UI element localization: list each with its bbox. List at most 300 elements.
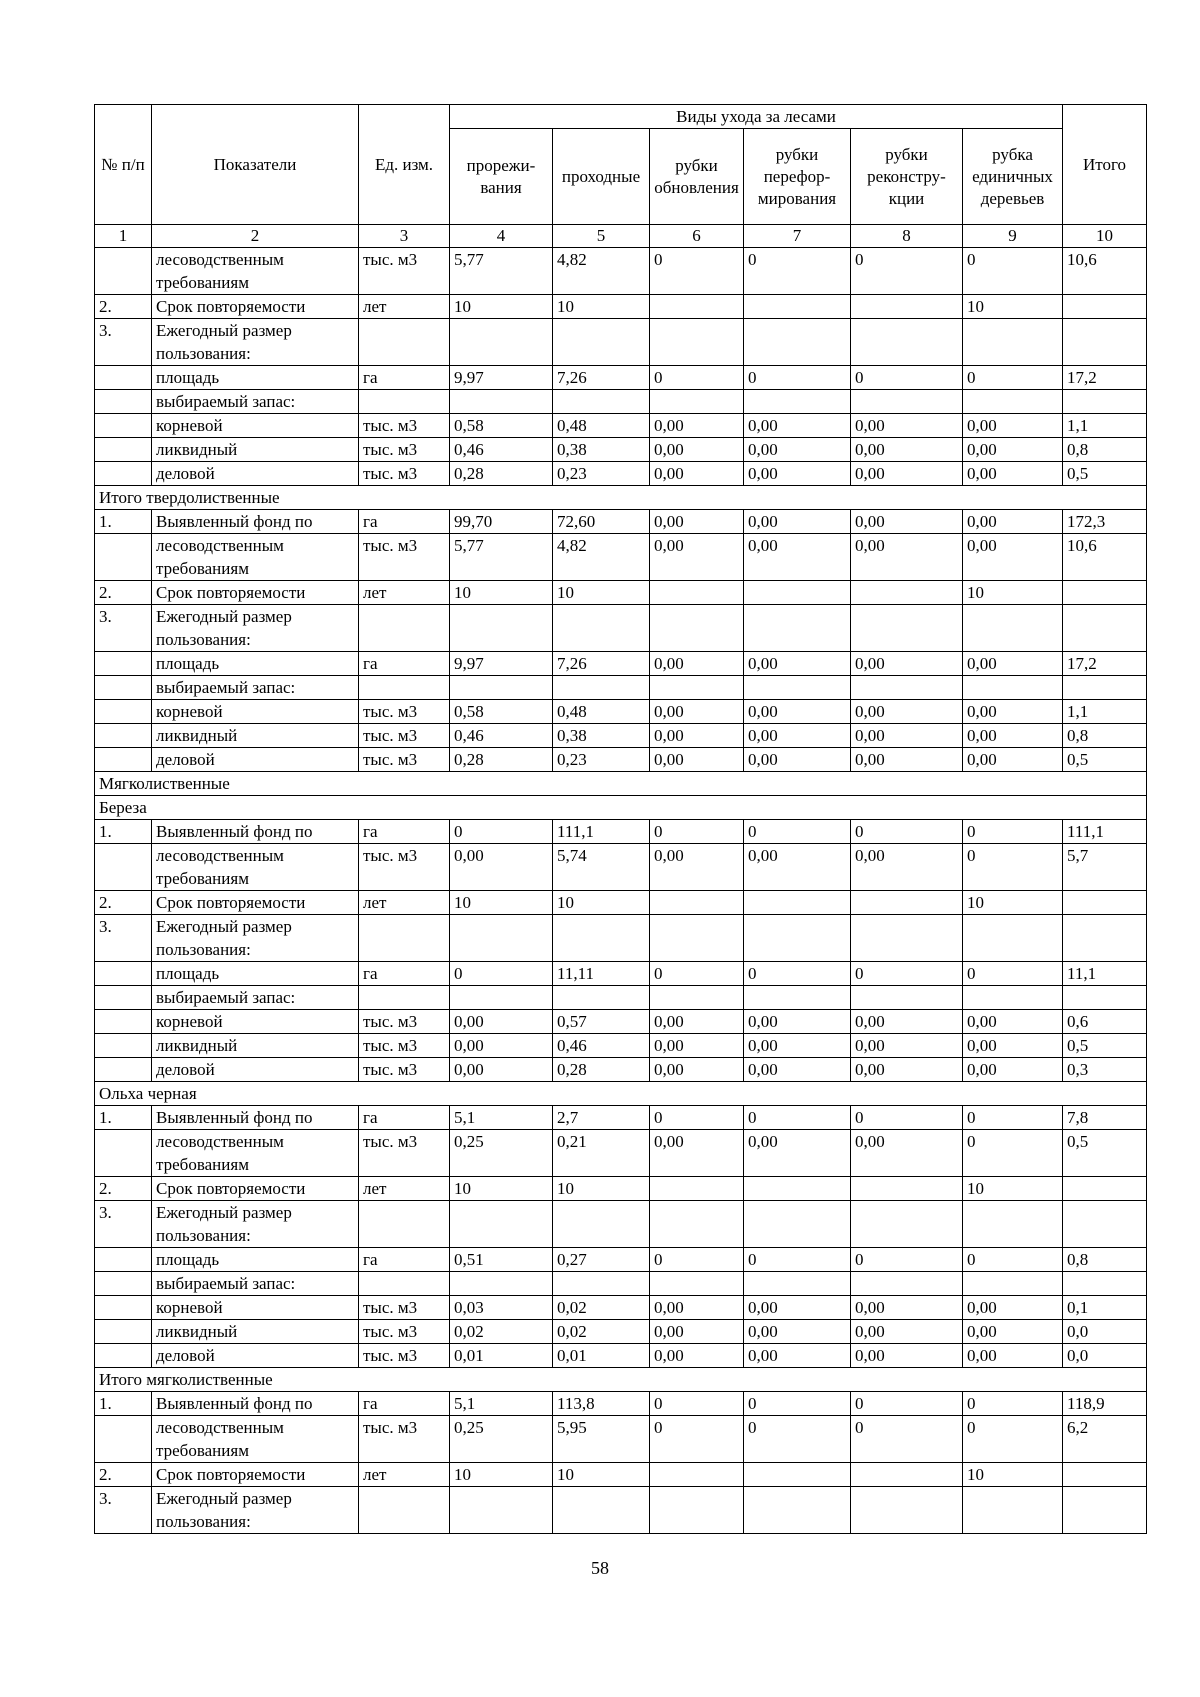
value-passage: 0,02 [553, 1296, 650, 1320]
column-numbers-row [95, 225, 1147, 248]
row-number [95, 652, 152, 676]
table-row [95, 438, 1147, 462]
row-number [95, 986, 152, 1010]
value-single-trees: 10 [963, 891, 1063, 915]
value-total [1063, 986, 1147, 1010]
section-title: Береза [95, 796, 1147, 820]
table-header [95, 105, 1147, 248]
value-reconstruction [851, 915, 963, 962]
value-thinning [450, 319, 553, 366]
value-reformation: 0,00 [744, 844, 851, 891]
value-total: 0,1 [1063, 1296, 1147, 1320]
row-indicator: Выявленный фонд по [152, 1392, 359, 1416]
table-row [95, 1272, 1147, 1296]
value-passage: 0,48 [553, 700, 650, 724]
value-reconstruction: 0 [851, 366, 963, 390]
value-total: 0,3 [1063, 1058, 1147, 1082]
column-number: 8 [851, 225, 963, 248]
header-type-thinning: прореживания [450, 129, 553, 225]
value-passage: 5,95 [553, 1416, 650, 1463]
value-renewal: 0 [650, 366, 744, 390]
value-total: 0,5 [1063, 1130, 1147, 1177]
value-reformation: 0 [744, 1106, 851, 1130]
value-reformation [744, 1487, 851, 1534]
value-reconstruction: 0,00 [851, 1344, 963, 1368]
row-number [95, 462, 152, 486]
value-passage [553, 1487, 650, 1534]
value-renewal [650, 605, 744, 652]
value-single-trees: 0 [963, 962, 1063, 986]
row-indicator: деловой [152, 1058, 359, 1082]
value-thinning: 99,70 [450, 510, 553, 534]
value-thinning: 10 [450, 891, 553, 915]
value-single-trees: 0 [963, 820, 1063, 844]
row-unit [359, 390, 450, 414]
value-reconstruction [851, 1201, 963, 1248]
value-single-trees: 0,00 [963, 700, 1063, 724]
value-reconstruction: 0,00 [851, 1320, 963, 1344]
row-indicator: Срок повторяемости [152, 891, 359, 915]
forest-care-table [94, 104, 1147, 1534]
value-total [1063, 1487, 1147, 1534]
row-unit: тыс. м3 [359, 724, 450, 748]
value-reformation: 0,00 [744, 748, 851, 772]
row-unit: тыс. м3 [359, 1058, 450, 1082]
value-passage: 7,26 [553, 366, 650, 390]
value-reformation [744, 1272, 851, 1296]
value-total [1063, 319, 1147, 366]
value-renewal: 0,00 [650, 1010, 744, 1034]
value-reconstruction: 0,00 [851, 700, 963, 724]
table-row [95, 390, 1147, 414]
value-reformation: 0,00 [744, 438, 851, 462]
value-single-trees: 0,00 [963, 1058, 1063, 1082]
value-single-trees: 0 [963, 844, 1063, 891]
value-single-trees [963, 986, 1063, 1010]
table-row [95, 652, 1147, 676]
row-number [95, 438, 152, 462]
value-reformation: 0,00 [744, 700, 851, 724]
value-reformation: 0 [744, 1416, 851, 1463]
table-row [95, 1106, 1147, 1130]
row-unit: га [359, 366, 450, 390]
row-unit: га [359, 962, 450, 986]
row-indicator: Ежегодный размер пользования: [152, 319, 359, 366]
value-renewal: 0 [650, 1248, 744, 1272]
row-unit: тыс. м3 [359, 844, 450, 891]
value-reconstruction: 0,00 [851, 1058, 963, 1082]
value-reformation [744, 1463, 851, 1487]
value-total [1063, 915, 1147, 962]
value-total [1063, 295, 1147, 319]
row-number [95, 248, 152, 295]
value-reconstruction: 0 [851, 1416, 963, 1463]
row-unit: лет [359, 891, 450, 915]
value-reconstruction: 0,00 [851, 844, 963, 891]
value-renewal [650, 1201, 744, 1248]
row-unit: га [359, 652, 450, 676]
table-row [95, 1320, 1147, 1344]
row-indicator: лесоводственным требованиям [152, 1416, 359, 1463]
value-renewal: 0,00 [650, 414, 744, 438]
value-renewal: 0,00 [650, 1344, 744, 1368]
value-thinning: 5,77 [450, 248, 553, 295]
table-row [95, 676, 1147, 700]
table-row [95, 1058, 1147, 1082]
row-indicator: выбираемый запас: [152, 1272, 359, 1296]
value-renewal: 0,00 [650, 534, 744, 581]
value-total: 0,5 [1063, 462, 1147, 486]
value-total: 1,1 [1063, 414, 1147, 438]
value-reformation: 0,00 [744, 724, 851, 748]
table-row [95, 844, 1147, 891]
value-thinning: 0,01 [450, 1344, 553, 1368]
table-body [95, 248, 1147, 1534]
row-number [95, 1344, 152, 1368]
value-reformation: 0,00 [744, 1010, 851, 1034]
value-total [1063, 676, 1147, 700]
value-thinning: 10 [450, 1463, 553, 1487]
value-reconstruction: 0 [851, 248, 963, 295]
value-single-trees: 0,00 [963, 1010, 1063, 1034]
value-single-trees [963, 676, 1063, 700]
value-total: 0,5 [1063, 748, 1147, 772]
value-renewal: 0 [650, 1392, 744, 1416]
table-row [95, 295, 1147, 319]
value-reconstruction: 0 [851, 962, 963, 986]
value-total [1063, 605, 1147, 652]
value-single-trees [963, 390, 1063, 414]
value-reconstruction [851, 581, 963, 605]
table-row [95, 534, 1147, 581]
row-number [95, 700, 152, 724]
table-row [95, 248, 1147, 295]
row-number: 1. [95, 820, 152, 844]
value-reconstruction: 0,00 [851, 1296, 963, 1320]
header-unit: Ед. изм. [359, 105, 450, 225]
value-renewal [650, 986, 744, 1010]
value-thinning [450, 605, 553, 652]
value-single-trees: 0,00 [963, 652, 1063, 676]
value-renewal: 0,00 [650, 1034, 744, 1058]
value-reformation [744, 1201, 851, 1248]
row-number: 3. [95, 319, 152, 366]
row-number [95, 1034, 152, 1058]
value-thinning: 0,02 [450, 1320, 553, 1344]
value-single-trees: 0 [963, 1106, 1063, 1130]
value-reconstruction [851, 295, 963, 319]
value-reconstruction: 0,00 [851, 1010, 963, 1034]
value-passage: 0,27 [553, 1248, 650, 1272]
value-renewal: 0,00 [650, 1058, 744, 1082]
row-unit [359, 986, 450, 1010]
table-row [95, 724, 1147, 748]
value-total: 6,2 [1063, 1416, 1147, 1463]
value-reconstruction [851, 605, 963, 652]
table-row [95, 605, 1147, 652]
column-number: 10 [1063, 225, 1147, 248]
value-renewal: 0,00 [650, 438, 744, 462]
row-indicator: выбираемый запас: [152, 676, 359, 700]
value-reconstruction [851, 891, 963, 915]
header-type-single-trees: рубка единичных деревьев [963, 129, 1063, 225]
value-total: 0,0 [1063, 1320, 1147, 1344]
value-passage: 0,57 [553, 1010, 650, 1034]
value-reformation: 0,00 [744, 1296, 851, 1320]
value-total: 11,1 [1063, 962, 1147, 986]
row-number [95, 1416, 152, 1463]
value-passage: 10 [553, 581, 650, 605]
row-indicator: ликвидный [152, 438, 359, 462]
value-thinning: 0,58 [450, 700, 553, 724]
row-number [95, 1296, 152, 1320]
value-single-trees [963, 1201, 1063, 1248]
row-unit: тыс. м3 [359, 1344, 450, 1368]
row-unit: тыс. м3 [359, 748, 450, 772]
value-total [1063, 891, 1147, 915]
value-reconstruction: 0,00 [851, 748, 963, 772]
header-num: № п/п [95, 105, 152, 225]
value-passage: 0,28 [553, 1058, 650, 1082]
value-total [1063, 1177, 1147, 1201]
value-reformation [744, 581, 851, 605]
value-reformation [744, 915, 851, 962]
value-single-trees: 0,00 [963, 1344, 1063, 1368]
value-reconstruction: 0 [851, 1106, 963, 1130]
row-number [95, 1320, 152, 1344]
value-total [1063, 1201, 1147, 1248]
value-thinning: 0,28 [450, 462, 553, 486]
row-number [95, 962, 152, 986]
value-total: 17,2 [1063, 366, 1147, 390]
value-renewal: 0 [650, 1416, 744, 1463]
table-row [95, 366, 1147, 390]
row-indicator: Выявленный фонд по [152, 1106, 359, 1130]
table-row [95, 1248, 1147, 1272]
row-unit: тыс. м3 [359, 1010, 450, 1034]
value-total: 10,6 [1063, 248, 1147, 295]
row-number: 2. [95, 891, 152, 915]
row-unit: тыс. м3 [359, 1416, 450, 1463]
table-row [95, 891, 1147, 915]
section-row [95, 772, 1147, 796]
value-renewal: 0,00 [650, 724, 744, 748]
row-unit [359, 605, 450, 652]
row-number [95, 1010, 152, 1034]
value-passage: 0,46 [553, 1034, 650, 1058]
table-row [95, 820, 1147, 844]
value-renewal: 0 [650, 248, 744, 295]
value-reformation: 0 [744, 820, 851, 844]
header-type-renewal: рубки обновления [650, 129, 744, 225]
row-indicator: Выявленный фонд по [152, 510, 359, 534]
table-row [95, 510, 1147, 534]
value-thinning: 5,1 [450, 1392, 553, 1416]
row-number [95, 844, 152, 891]
row-unit: тыс. м3 [359, 248, 450, 295]
row-number: 1. [95, 510, 152, 534]
value-passage: 0,38 [553, 724, 650, 748]
value-passage: 10 [553, 295, 650, 319]
value-reformation: 0 [744, 248, 851, 295]
value-single-trees: 0 [963, 1392, 1063, 1416]
value-thinning [450, 1201, 553, 1248]
section-row [95, 796, 1147, 820]
value-thinning: 0,00 [450, 844, 553, 891]
row-number [95, 1248, 152, 1272]
value-total: 0,5 [1063, 1034, 1147, 1058]
row-indicator: деловой [152, 462, 359, 486]
row-indicator: Срок повторяемости [152, 1463, 359, 1487]
row-unit: га [359, 820, 450, 844]
value-reformation: 0,00 [744, 1320, 851, 1344]
value-passage: 10 [553, 1177, 650, 1201]
row-unit [359, 1272, 450, 1296]
row-unit: га [359, 1106, 450, 1130]
row-number: 1. [95, 1106, 152, 1130]
value-total: 0,6 [1063, 1010, 1147, 1034]
value-reconstruction: 0,00 [851, 1130, 963, 1177]
table-row [95, 962, 1147, 986]
row-indicator: лесоводственным требованиям [152, 844, 359, 891]
value-renewal [650, 1463, 744, 1487]
column-number: 4 [450, 225, 553, 248]
value-reconstruction: 0 [851, 1392, 963, 1416]
row-unit: тыс. м3 [359, 1034, 450, 1058]
value-passage: 0,38 [553, 438, 650, 462]
page-number: 58 [591, 1558, 609, 1578]
value-reconstruction: 0,00 [851, 652, 963, 676]
header-type-reconstruction: рубки реконструкции [851, 129, 963, 225]
row-unit: тыс. м3 [359, 700, 450, 724]
value-total: 1,1 [1063, 700, 1147, 724]
value-renewal: 0,00 [650, 652, 744, 676]
value-reformation [744, 676, 851, 700]
value-renewal [650, 319, 744, 366]
value-reformation: 0,00 [744, 510, 851, 534]
row-number [95, 1272, 152, 1296]
row-unit [359, 676, 450, 700]
value-single-trees [963, 1272, 1063, 1296]
table-row [95, 581, 1147, 605]
table-row [95, 1463, 1147, 1487]
row-indicator: корневой [152, 1010, 359, 1034]
value-single-trees: 0,00 [963, 1320, 1063, 1344]
section-title: Ольха черная [95, 1082, 1147, 1106]
column-number: 6 [650, 225, 744, 248]
value-renewal: 0,00 [650, 748, 744, 772]
value-reconstruction [851, 1272, 963, 1296]
row-indicator: ликвидный [152, 1034, 359, 1058]
value-single-trees: 0,00 [963, 462, 1063, 486]
row-indicator: Срок повторяемости [152, 581, 359, 605]
row-unit [359, 319, 450, 366]
value-passage [553, 1272, 650, 1296]
value-reformation [744, 319, 851, 366]
value-single-trees: 0,00 [963, 510, 1063, 534]
value-reconstruction [851, 319, 963, 366]
value-passage: 0,23 [553, 462, 650, 486]
value-renewal: 0,00 [650, 844, 744, 891]
value-reformation [744, 891, 851, 915]
value-single-trees: 10 [963, 295, 1063, 319]
value-reconstruction: 0,00 [851, 414, 963, 438]
value-single-trees: 0,00 [963, 724, 1063, 748]
row-indicator: Ежегодный размер пользования: [152, 605, 359, 652]
value-renewal: 0 [650, 1106, 744, 1130]
value-single-trees: 0 [963, 1130, 1063, 1177]
row-unit [359, 1487, 450, 1534]
row-indicator: Ежегодный размер пользования: [152, 1487, 359, 1534]
value-single-trees: 0,00 [963, 1034, 1063, 1058]
value-renewal: 0 [650, 962, 744, 986]
header-type-passage: проходные [553, 129, 650, 225]
row-unit: тыс. м3 [359, 1130, 450, 1177]
value-thinning: 0,25 [450, 1416, 553, 1463]
value-reformation [744, 295, 851, 319]
value-passage [553, 319, 650, 366]
row-indicator: деловой [152, 1344, 359, 1368]
section-title: Мягколиственные [95, 772, 1147, 796]
table-row [95, 414, 1147, 438]
column-number: 1 [95, 225, 152, 248]
section-row [95, 486, 1147, 510]
value-renewal [650, 581, 744, 605]
value-renewal [650, 676, 744, 700]
value-reformation: 0,00 [744, 1058, 851, 1082]
value-passage [553, 1201, 650, 1248]
value-single-trees: 0 [963, 1416, 1063, 1463]
value-single-trees: 0,00 [963, 414, 1063, 438]
column-number: 9 [963, 225, 1063, 248]
value-reformation [744, 390, 851, 414]
row-unit: га [359, 510, 450, 534]
value-total [1063, 581, 1147, 605]
value-reconstruction: 0,00 [851, 724, 963, 748]
value-single-trees: 10 [963, 1463, 1063, 1487]
value-thinning: 0,03 [450, 1296, 553, 1320]
value-thinning: 0,00 [450, 1058, 553, 1082]
value-single-trees [963, 605, 1063, 652]
row-indicator: лесоводственным требованиям [152, 248, 359, 295]
value-reconstruction: 0,00 [851, 462, 963, 486]
row-indicator: деловой [152, 748, 359, 772]
value-thinning [450, 1272, 553, 1296]
row-unit: тыс. м3 [359, 1320, 450, 1344]
column-number: 5 [553, 225, 650, 248]
value-total: 7,8 [1063, 1106, 1147, 1130]
value-single-trees: 0,00 [963, 1296, 1063, 1320]
row-indicator: Выявленный фонд по [152, 820, 359, 844]
row-number: 3. [95, 1487, 152, 1534]
value-single-trees: 0,00 [963, 438, 1063, 462]
header-indicator: Показатели [152, 105, 359, 225]
value-total [1063, 390, 1147, 414]
value-passage: 0,23 [553, 748, 650, 772]
row-number [95, 748, 152, 772]
value-renewal: 0,00 [650, 1320, 744, 1344]
row-indicator: Ежегодный размер пользования: [152, 915, 359, 962]
column-number: 2 [152, 225, 359, 248]
value-reformation: 0 [744, 962, 851, 986]
value-thinning: 0,51 [450, 1248, 553, 1272]
row-number [95, 676, 152, 700]
row-unit [359, 1201, 450, 1248]
value-thinning [450, 390, 553, 414]
value-reconstruction: 0,00 [851, 438, 963, 462]
row-unit: тыс. м3 [359, 462, 450, 486]
row-number [95, 534, 152, 581]
